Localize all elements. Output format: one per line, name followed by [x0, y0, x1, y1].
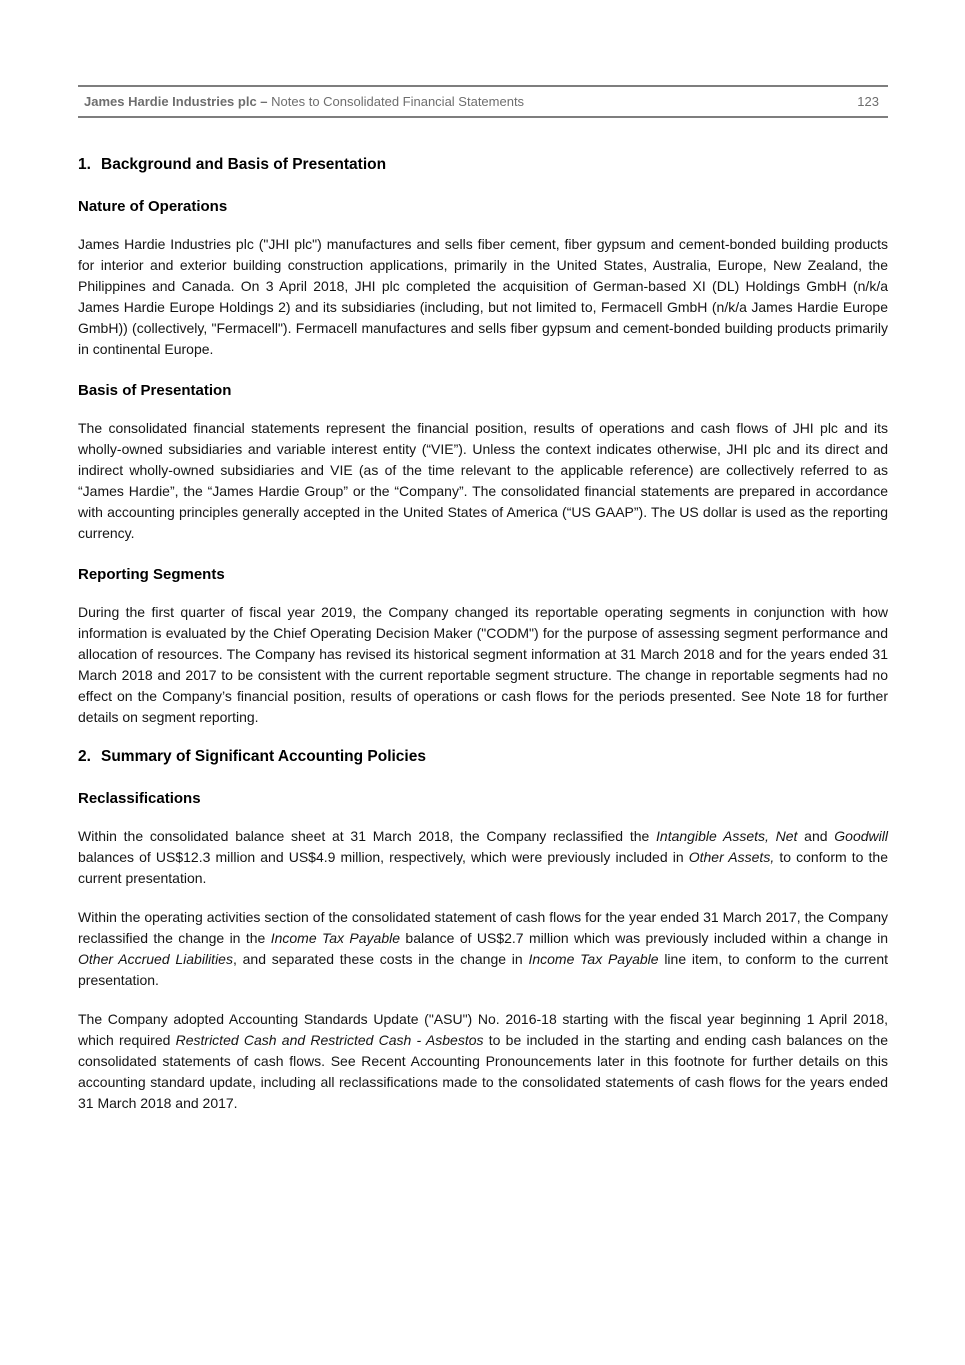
section-2-heading	[78, 748, 888, 766]
running-header	[84, 94, 524, 109]
section-1-heading	[78, 156, 888, 174]
running-header-row	[78, 87, 888, 116]
subheading-reporting-segments: Reporting Segments	[78, 566, 225, 583]
section-1-title: Background and Basis of Presentation	[101, 156, 387, 173]
paragraph-basis-of-presentation: The consolidated financial statements represent the financial position, results of operations and cash flows of JHI plc and its wholly-owned subsidiaries and variable interest entity (“VIE”). Unless the context indicates otherwise, JHI plc and its direct and indirect wholly-owned subsidiaries and VIE (as of the time relevant to the applicable reference) are collectively referred to as “James Hardie”, the “James Hardie Group” or the “Company”. The consolidated financial statements are prepared in accordance with accounting principles generally accepted in the United States of America (“US GAAP”). The US dollar is used as the reporting currency.	[78, 420, 888, 541]
section-2-title: Summary of Significant Accounting Policies	[101, 748, 426, 765]
page-header	[78, 85, 888, 118]
running-header-company: James Hardie Industries plc –	[84, 94, 272, 109]
paragraph-nature-of-operations: James Hardie Industries plc ("JHI plc") manufactures and sells fiber cement, fiber gypsum and cement-bonded building products for interior and exterior building construction applications, primarily in the United States, Australia, Europe, New Zealand, the Philippines and Canada. On 3 April 2018, JHI plc completed the acquisition of German-based XI (DL) Holdings GmbH (n/k/a James Hardie Europe Holdings 2) and its subsidiaries (including, but not limited to, Fermacell GmbH (n/k/a James Hardie Europe GmbH)) (collectively, "Fermacell"). Fermacell manufactures and sells fiber gypsum and cement-bonded building products primarily in continental Europe.	[78, 236, 888, 357]
paragraph-reclassifications-3: The Company adopted Accounting Standards Update ("ASU") No. 2016-18 starting with the fiscal year beginning 1 April 2018, which required Restricted Cash and Restricted Cash - Asbestos to be included in the starting and ending cash balances on the consolidated statements of cash flows. See Recent Accounting Pronouncements later in this footnote for further details on this accounting standard update, including all reclassifications made to the consolidated statements of cash flows for the years ended 31 March 2018 and 2017.	[78, 1011, 889, 1111]
document-body	[78, 156, 888, 1114]
section-1-number: 1.	[78, 156, 91, 173]
subheading-reclassifications: Reclassifications	[78, 790, 201, 807]
paragraph-reclassifications-2: Within the operating activities section of the consolidated statement of cash flows for the year ended 31 March 2017, the Company reclassified the change in the Income Tax Payable balance of US$2.7 million which was previously included within a change in Other Accrued Liabilities, and separated these costs in the change in Income Tax Payable line item, to conform to the current presentation.	[78, 909, 888, 988]
section-2-number: 2.	[78, 748, 91, 765]
subheading-nature-of-operations: Nature of Operations	[78, 198, 228, 215]
page-number: 123	[857, 94, 879, 109]
paragraph-reporting-segments: During the first quarter of fiscal year 2019, the Company changed its reportable operating segments in conjunction with how information is evaluated by the Chief Operating Decision Maker ("CODM") for the purpose of assessing segment performance and allocation of resources. The Company has revised its historical segment information at 31 March 2018 and for the years ended 31 March 2018 and 2017 to be consistent with the current reportable segment structure. The change in reportable segments had no effect on the Company’s financial position, results of operations or cash flows for the periods presented. See Note 18 for further details on segment reporting.	[78, 604, 888, 725]
running-header-doc-title: Notes to Consolidated Financial Statements	[271, 94, 525, 109]
subheading-basis-of-presentation: Basis of Presentation	[78, 382, 232, 399]
paragraph-reclassifications-1: Within the consolidated balance sheet at 31 March 2018, the Company reclassified the Intangible Assets, Net and Goodwill balances of US$12.3 million and US$4.9 million, respectively, which were previously included in Other Assets, to conform to the current presentation.	[78, 828, 888, 886]
